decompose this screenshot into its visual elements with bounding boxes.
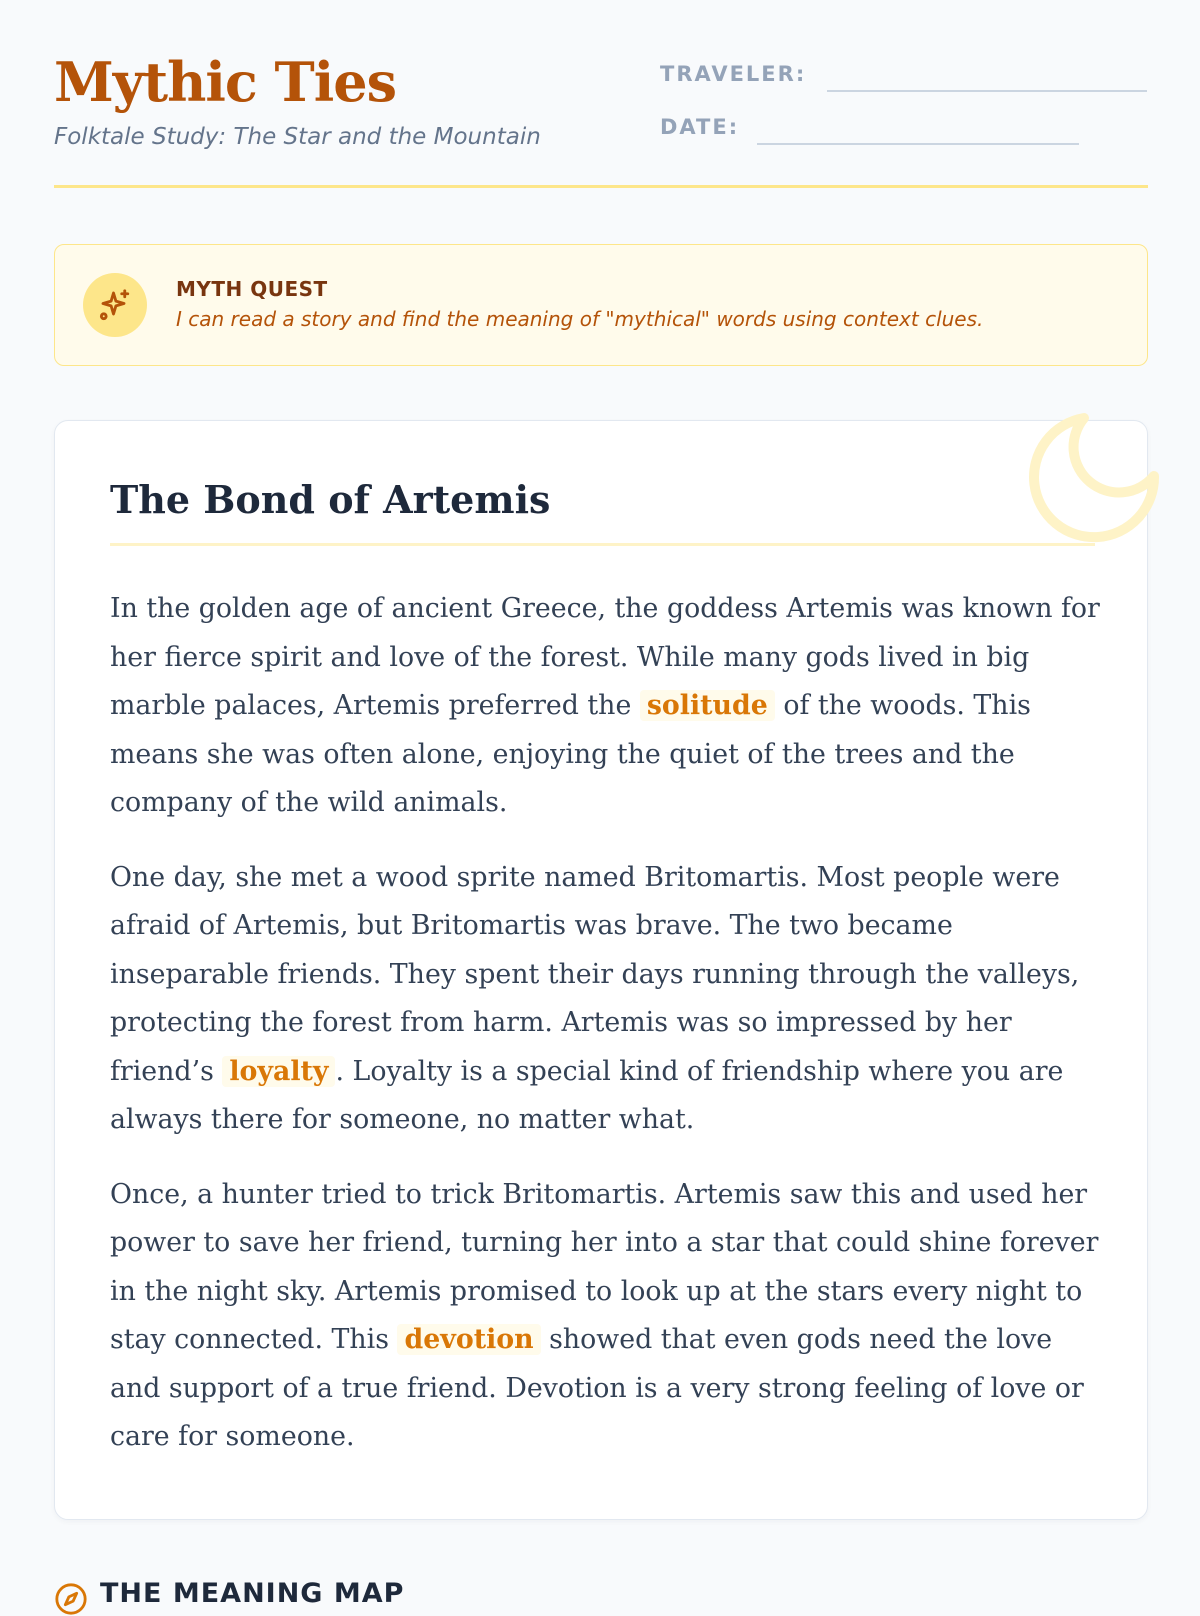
date-input-line[interactable] [757,143,1079,145]
moon-icon [1024,406,1174,556]
worksheet-header [54,0,1148,188]
myth-quest-banner [54,244,1148,366]
title-divider [110,543,1095,546]
story-card [54,420,1148,1520]
date-label: DATE: [660,115,740,139]
traveler-label: TRAVELER: [660,62,807,86]
story-title: The Bond of Artemis [110,477,551,522]
quest-text: I can read a story and find the meaning of "mythical" words using context clues. [176,307,984,331]
story-body [110,585,1102,1488]
traveler-input-line[interactable] [827,90,1147,92]
compass-icon [54,1582,88,1616]
worksheet-title: Mythic Ties [54,50,397,114]
sparkle-icon [83,273,147,337]
story-paragraph: In the golden age of ancient Greece, the goddess Artemis was known for her fierce spirit and love of the forest. While many gods lived in big marble palaces, Artemis preferred the solitude of the woods. This means she was often alone, enjoying the quiet of the trees and the company of the wild animals. [110,593,1100,818]
vocab-word-solitude[interactable]: solitude [640,690,775,721]
worksheet-subtitle: Folktale Study: The Star and the Mountain [54,124,541,150]
quest-heading: MYTH QUEST [176,277,328,301]
vocab-word-loyalty[interactable]: loyalty [222,1056,335,1087]
story-paragraph: Once, a hunter tried to trick Britomartis. Artemis saw this and used her power to save her friend, turning her into a star that could shine forever in the night sky. Artemis promised to look up at the stars every night to stay connected. This devotion showed that even gods need the love and support of a true friend. Devotion is a very strong feeling of love or care for someone. [110,1178,1099,1452]
vocab-word-devotion[interactable]: devotion [397,1324,540,1355]
meaning-map-title: THE MEANING MAP [100,1578,405,1609]
story-paragraph: One day, she met a wood sprite named Britomartis. Most people were afraid of Artemis, but Britomartis was brave. The two became inseparable friends. They spent their days running through the valleys, protecting the forest from harm. Artemis was so impressed by her friend’s loyalty . Loyalty is a special kind of friendship where you are always there for someone, no matter what. [110,861,1080,1135]
